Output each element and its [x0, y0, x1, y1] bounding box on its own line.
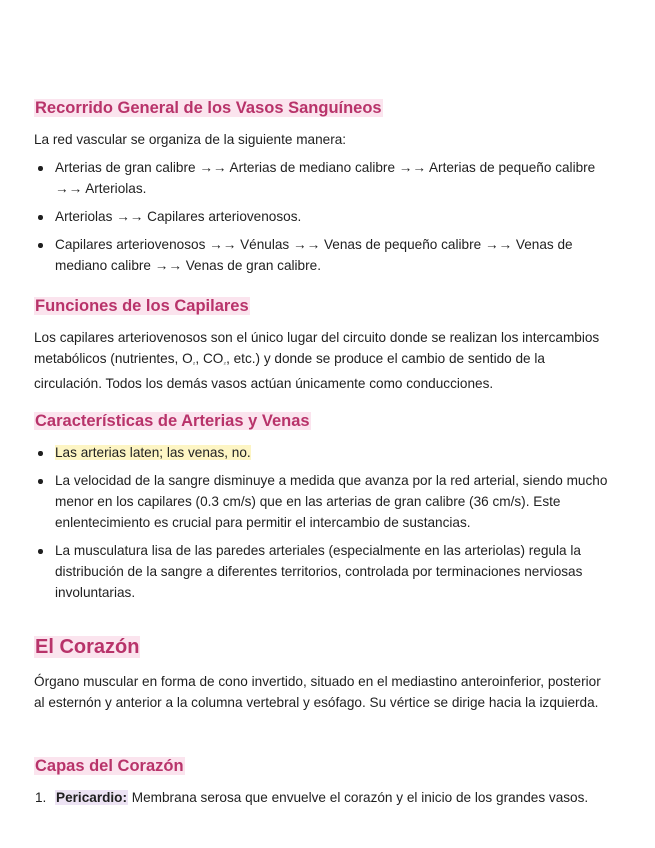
heading-funciones-text: Funciones de los Capilares — [35, 297, 249, 315]
funciones-text-c: , etc.) y donde se produce el cambio de sentido de la circulación. Todos los demás vasos actúan únicamente como conducciones. — [34, 351, 545, 391]
funciones-text-a: Los capilares arteriovenosos son el único lugar del circuito donde se realizan los intercambios metabólicos (nutrientes, O — [34, 330, 600, 366]
corazon-paragraph: Órgano muscular en forma de cono invertido, situado en el mediastino anteroinferior, posterior al esternón y anterior a la columna vertebral y esófago. Su vértice se dirige hacia la izquierda. — [34, 674, 601, 710]
recorrido-intro: La red vascular se organiza de la siguiente manera: — [34, 132, 347, 147]
heading-caracteristicas — [34, 411, 311, 431]
capas-list — [34, 787, 614, 808]
heading-corazon — [34, 635, 140, 659]
subscript-co2: ₂ — [223, 359, 227, 366]
list-item: Arterias de gran calibre →→ Arterias de mediano calibre →→ Arterias de pequeño calibre →→ Arteriolas. — [34, 157, 614, 199]
caracteristicas-list — [34, 442, 614, 603]
list-item: La musculatura lisa de las paredes arteriales (especialmente en las arteriolas) regula la distribución de la sangre a diferentes territorios, controlada por terminaciones nerviosas involuntarias. — [34, 540, 614, 603]
heading-caracteristicas-text: Características de Arterias y Venas — [35, 412, 310, 430]
list-item: Arteriolas →→ Capilares arteriovenosos. — [34, 206, 614, 227]
subscript-o2: ₂ — [192, 359, 196, 366]
funciones-paragraph — [34, 327, 609, 394]
recorrido-list — [34, 157, 614, 276]
heading-capas — [34, 756, 185, 776]
funciones-text-b: , CO — [195, 351, 224, 366]
list-item: La velocidad de la sangre disminuye a medida que avanza por la red arterial, siendo mucho menor en los capilares (0.3 cm/s) que en las arterias de gran calibre (36 cm/s). Este enlentecimiento es crucial para permitir el intercambio de sustancias. — [34, 470, 614, 533]
heading-funciones — [34, 296, 250, 316]
list-item: Capilares arteriovenosos →→ Vénulas →→ Venas de pequeño calibre →→ Venas de mediano calibre →→ Venas de gran calibre. — [34, 234, 614, 276]
list-number: 1. — [35, 790, 47, 805]
heading-recorrido — [34, 98, 383, 118]
highlighted-text: Las arterias laten; las venas, no. — [55, 445, 251, 460]
list-item — [34, 787, 614, 808]
pericardio-definition: Membrana serosa que envuelve el corazón y el inicio de los grandes vasos. — [128, 790, 589, 805]
heading-capas-text: Capas del Corazón — [35, 757, 184, 775]
term-pericardio: Pericardio: — [56, 790, 128, 805]
list-item — [34, 442, 614, 463]
heading-recorrido-text: Recorrido General de los Vasos Sanguíneos — [35, 99, 382, 117]
heading-corazon-text: El Corazón — [35, 636, 140, 658]
